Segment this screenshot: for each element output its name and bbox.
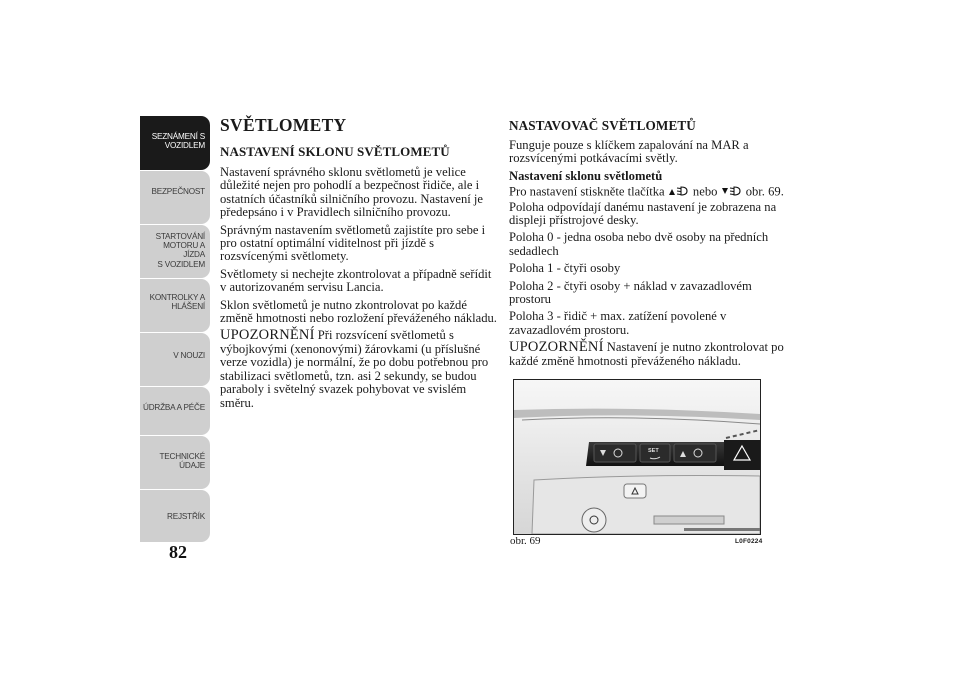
sidebar-tab-bezpecnost[interactable]: BEZPEČNOST [140, 171, 210, 224]
set-button-label: SET [648, 448, 659, 454]
sidebar-tab-rejstrik[interactable]: REJSTŘÍK [140, 490, 210, 542]
figure-caption: obr. 69 [510, 535, 541, 547]
paragraph: Poloha 3 - řidič + max. zatížení povolené v zavazadlovém prostoru. [509, 309, 727, 337]
sidebar-tab-seznameni[interactable]: SEZNÁMENÍ S VOZIDLEM [140, 116, 210, 170]
warning-text: Při rozsvícení světlometů s výbojkovými (xenonovými) žárovkami (u příslušné verze vozidla) je normální, že po dobu potřebnou pro stabilizaci světlometů, tzn. asi 2 sekundy, se budou paraboly i světelný svazek pohybovat ve svislém směru. [220, 328, 489, 410]
paragraph-buttons [509, 185, 794, 227]
warning-label: UPOZORNĚNÍ [509, 339, 604, 356]
section-title: SVĚTLOMETY [220, 115, 347, 135]
warning-paragraph [509, 341, 794, 368]
right-column [509, 118, 794, 372]
subsection-title-sklon: NASTAVENÍ SKLONU SVĚTLOMETŮ [220, 144, 450, 159]
sidebar-tab-technicke[interactable]: TECHNICKÉ ÚDAJE [140, 436, 210, 489]
paragraph-text: Pro nastavení stiskněte tlačítka [509, 184, 668, 199]
left-column [220, 115, 500, 414]
warning-text: Nastavení je nutno zkontrolovat po každé změně hmotnosti převáženého nákladu. [509, 340, 784, 368]
paragraph: Funguje pouze s klíčkem zapalování na MAR a rozsvícenými potkávacími světly. [509, 138, 749, 166]
subsection-title-nastavovac: NASTAVOVAČ SVĚTLOMETŮ [509, 118, 696, 133]
paragraph-text: nebo [689, 184, 721, 199]
paragraph-text: obr. 69. Poloha odpovídají danému nastavení je zobrazena na displeji přístrojové desky. [509, 184, 784, 228]
paragraph: Správným nastavením světlometů zajistíte pro sebe i pro ostatní optimální viditelnost při jízdě s rozsvícenými světlomety. [220, 222, 486, 264]
sidebar-tab-udrzba[interactable]: ÚDRŽBA A PÉČE [140, 387, 210, 435]
paragraph: Sklon světlometů je nutno zkontrolovat po každé změně hmotnosti nebo rozložení převáženého nákladu. [220, 297, 497, 326]
headlight-up-icon [668, 185, 690, 200]
paragraph-heading: Nastavení sklonu světlometů [509, 168, 663, 183]
warning-label: UPOZORNĚNÍ [220, 327, 315, 344]
paragraph: Poloha 0 - jedna osoba nebo dvě osoby na předních sedadlech [509, 230, 769, 258]
paragraph: Světlomety si nechejte zkontrolovat a případně seřídit v autorizovaném servisu Lancia. [220, 266, 492, 295]
page-number: 82 [169, 542, 187, 562]
paragraph: Poloha 2 - čtyři osoby + náklad v zavazadlovém prostoru [509, 278, 752, 307]
dashboard-illustration [514, 380, 760, 534]
headlight-down-icon [721, 185, 743, 200]
paragraph: Nastavení správného sklonu světlometů je velice důležité nejen pro pohodlí a bezpečnost řidiče, ale i ostatních účastníků silničního provozu. Nastavení je předepsáno i v Pravidlech silničního provozu. [220, 165, 484, 220]
sidebar-tab-kontrolky[interactable]: KONTROLKY A HLÁŠENÍ [140, 279, 210, 332]
sidebar-tab-v-nouzi[interactable]: V NOUZI [140, 333, 210, 386]
figure-code: L0F0224 [735, 538, 763, 545]
warning-paragraph [220, 329, 500, 409]
figure-dashboard-buttons [513, 379, 761, 535]
sidebar-tab-startovani[interactable]: STARTOVÁNÍ MOTORU A JÍZDA S VOZIDLEM [140, 225, 210, 278]
paragraph: Poloha 1 - čtyři osoby [509, 261, 621, 276]
